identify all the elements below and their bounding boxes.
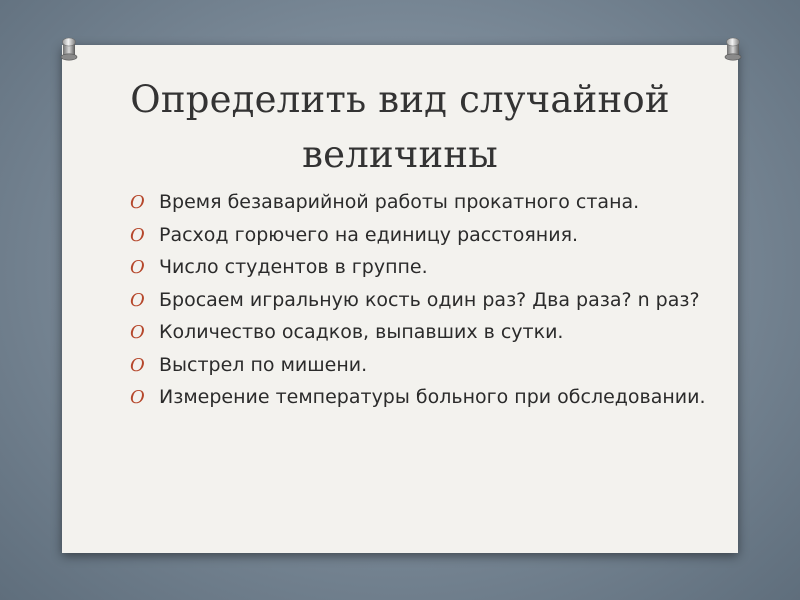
- bullet-item: [130, 255, 730, 279]
- bullet-text: Бросаем игральную кость один раз? Два раза? n раз?: [159, 288, 700, 311]
- pushpin-icon: [58, 36, 80, 62]
- bullet-marker-icon: O: [130, 322, 145, 343]
- slide-title-line: величины: [302, 133, 498, 176]
- bullet-list: [130, 190, 730, 418]
- pushpin-icon: [722, 36, 744, 62]
- bullet-marker-icon: O: [130, 387, 145, 408]
- bullet-marker-icon: O: [130, 192, 145, 213]
- bullet-text: Расход горючего на единицу расстояния.: [159, 223, 579, 246]
- bullet-text: Число студентов в группе.: [159, 256, 428, 278]
- bullet-item: [130, 320, 730, 344]
- bullet-marker-icon: O: [130, 354, 145, 376]
- bullet-marker-icon: O: [130, 257, 145, 278]
- bullet-marker-icon: O: [130, 289, 145, 311]
- slide-title-line: Определить вид случайной: [130, 78, 670, 121]
- bullet-text: Измерение температуры больного при обследовании.: [159, 386, 706, 408]
- bullet-item: [130, 385, 730, 409]
- bullet-item: [130, 223, 730, 247]
- slide-title: [62, 72, 738, 182]
- bullet-text: Количество осадков, выпавших в сутки.: [159, 321, 564, 343]
- bullet-item: [130, 190, 730, 214]
- bullet-text: Время безаварийной работы прокатного стана.: [159, 191, 640, 213]
- bullet-item: [130, 288, 730, 312]
- bullet-item: [130, 353, 730, 377]
- bullet-marker-icon: O: [130, 224, 145, 246]
- bullet-text: Выстрел по мишени.: [159, 353, 368, 376]
